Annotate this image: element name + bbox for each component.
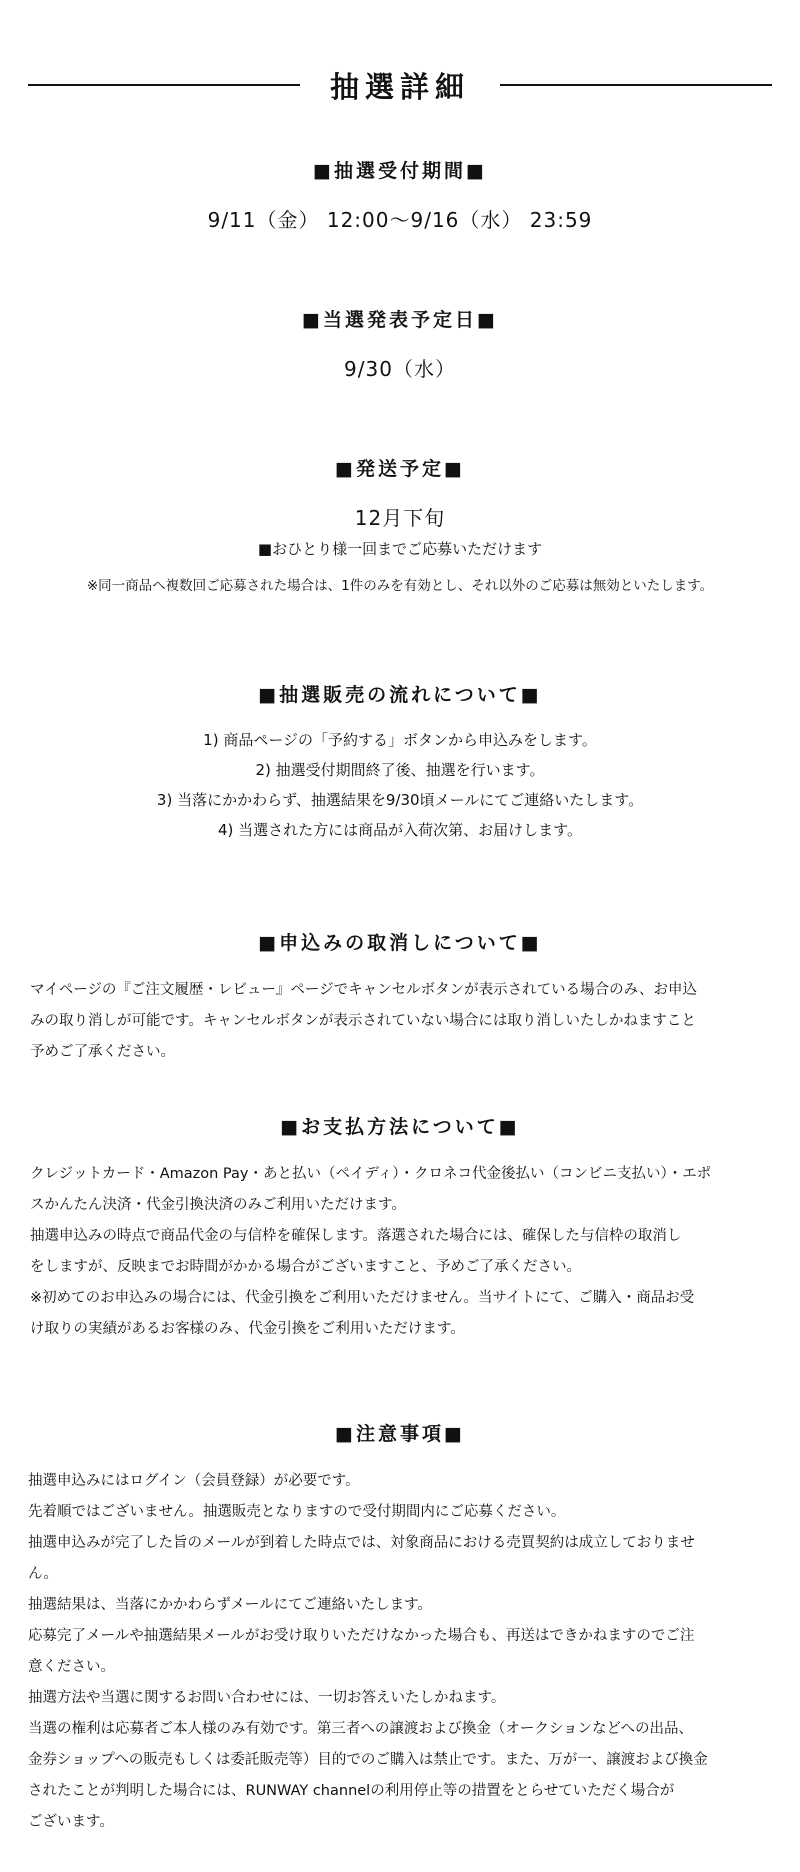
cancel-line: みの取り消しが可能です。キャンセルボタンが表示されていない場合には取り消しいたしかねますこと [30, 1013, 696, 1029]
title-left-rule [28, 84, 300, 86]
notes-heading: ■注意事項■ [335, 1423, 465, 1445]
payment-line: をしますが、反映までお時間がかかる場合がございますこと、予めご了承ください。 [30, 1259, 581, 1275]
title-right-rule [500, 84, 772, 86]
payment-line: クレジットカード・Amazon Pay・あと払い（ペイディ）・クロネコ代金後払い（コンビニ支払い）・エポ [30, 1166, 712, 1182]
shipping-heading: ■発送予定■ [335, 458, 465, 480]
notes-line: 抽選方法や当選に関するお問い合わせには、一切お答えいたしかねます。 [28, 1690, 506, 1706]
payment-line: ※初めてのお申込みの場合には、代金引換をご利用いただけません。当サイトにて、ご購入・商品お受 [30, 1290, 695, 1306]
cancel-heading: ■申込みの取消しについて■ [258, 932, 542, 954]
flow-heading: ■抽選販売の流れについて■ [258, 684, 542, 706]
notes-line: 意ください。 [28, 1659, 115, 1675]
notes-line: 抽選申込みが完了した旨のメールが到着した時点では、対象商品における売買契約は成立しておりませ [28, 1535, 695, 1551]
payment-line: け取りの実績があるお客様のみ、代金引換をご利用いただけます。 [30, 1321, 465, 1337]
flow-step: 1) 商品ページの「予約する」ボタンから申込みをします。 [203, 731, 597, 749]
flow-step: 2) 抽選受付期間終了後、抽選を行います。 [255, 761, 545, 779]
notes-line: ございます。 [28, 1814, 114, 1830]
page-title: 抽選詳細 [330, 69, 471, 104]
entry-limit-note: ■おひとり様一回までご応募いただけます [257, 540, 543, 558]
notes-line: 当選の権利は応募者ご本人様のみ有効です。第三者への譲渡および換金（オークションなどへの出品、 [28, 1721, 693, 1737]
reception-period: 9/11（金） 12:00～9/16（水） 23:59 [207, 208, 593, 232]
announcement-heading: ■当選発表予定日■ [302, 309, 498, 331]
flow-step: 4) 当選された方には商品が入荷次第、お届けします。 [218, 821, 582, 839]
flow-step: 3) 当落にかかわらず、抽選結果を9/30頃メールにてご連絡いたします。 [156, 791, 644, 809]
payment-paragraph [30, 1159, 711, 1345]
notes-paragraph [28, 1466, 708, 1838]
payment-line: スかんたん決済・代金引換決済のみご利用いただけます。 [30, 1197, 406, 1213]
flow-steps-list [0, 725, 800, 845]
announcement-date: 9/30（水） [344, 357, 456, 381]
shipping-schedule: 12月下旬 [354, 506, 446, 530]
payment-heading: ■お支払方法について■ [280, 1116, 520, 1138]
page-title-row [28, 62, 772, 108]
cancel-line: マイページの『ご注文履歴・レビュー』ページでキャンセルボタンが表示されている場合のみ、お申込 [30, 982, 697, 998]
notes-line: 抽選結果は、当落にかかわらずメールにてご連絡いたします。 [28, 1597, 432, 1613]
duplicate-entry-note: ※同一商品へ複数回ご応募された場合は、1件のみを有効とし、それ以外のご応募は無効といたします。 [86, 578, 714, 594]
notes-line: 先着順ではございません。抽選販売となりますので受付期間内にご応募ください。 [28, 1504, 566, 1520]
reception-heading: ■抽選受付期間■ [313, 160, 487, 182]
notes-line: 金券ショップへの販売もしくは委託販売等）目的でのご購入は禁止です。また、万が一、譲渡および換金 [28, 1752, 708, 1768]
notes-line: 抽選申込みにはログイン（会員登録）が必要です。 [28, 1473, 360, 1489]
cancel-line: 予めご了承ください。 [30, 1044, 175, 1060]
notes-line: ん。 [28, 1566, 58, 1582]
notes-line: されたことが判明した場合には、RUNWAY channelの利用停止等の措置をとらせていただく場合が [28, 1783, 675, 1799]
cancel-paragraph [30, 975, 697, 1068]
payment-line: 抽選申込みの時点で商品代金の与信枠を確保します。落選された場合には、確保した与信枠の取消し [30, 1228, 682, 1244]
notes-line: 応募完了メールや抽選結果メールがお受け取りいただけなかった場合も、再送はできかねますのでご注 [28, 1628, 695, 1644]
